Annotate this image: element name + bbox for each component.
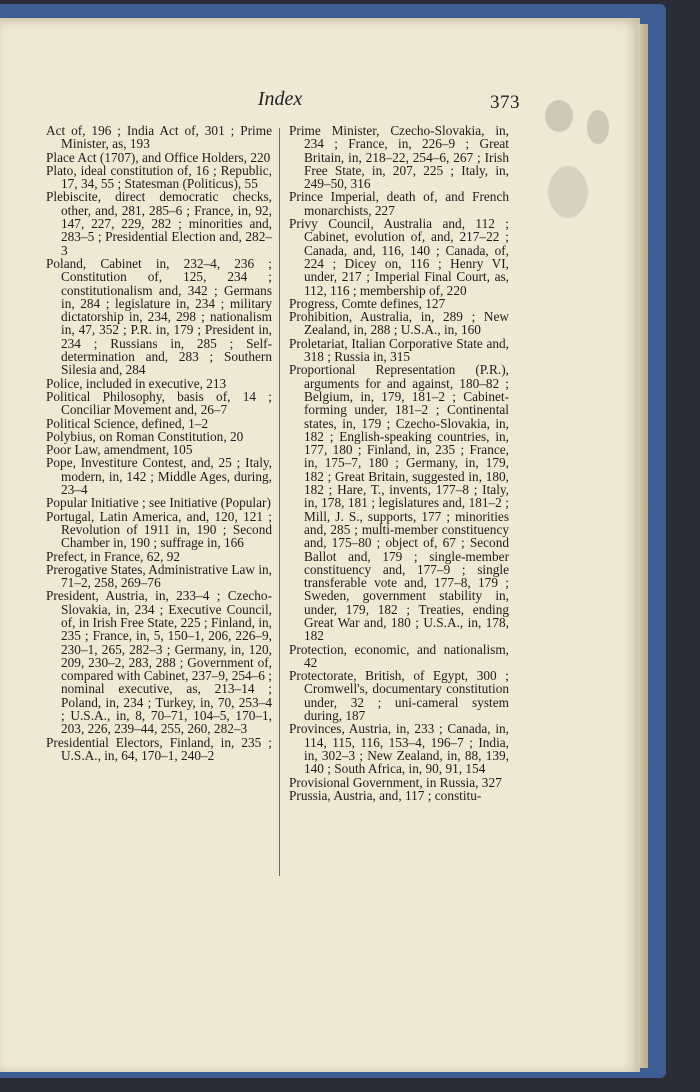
index-entry: Prince Imperial, death of, and French monarchists, 227 (289, 189, 509, 218)
index-entry: Prohibition, Australia, in, 289 ; New Zealand, in, 288 ; U.S.A., in, 160 (289, 309, 509, 338)
index-entry: Protection, economic, and nationalism, 42 (289, 641, 509, 670)
index-entry: Provinces, Austria, in, 233 ; Canada, in, 114, 115, 116, 153–4, 196–7 ; India, in, 302–3 ; New Zealand, in, 88, 139, 140 ; South Africa, in, 90, 91, 154 (289, 721, 509, 777)
index-column-right (289, 124, 509, 802)
column-divider (279, 128, 280, 876)
index-entry: Plebiscite, direct democratic checks, other, and, 281, 285–6 ; France, in, 92, 147, 227, 229, 282 ; minorities and, 283–5 ; Presidential Election and, 282–3 (46, 189, 272, 258)
index-entry: Political Philosophy, basis of, 14 ; Conciliar Movement and, 26–7 (46, 388, 272, 418)
index-entry: Presidential Electors, Finland, in, 235 ; U.S.A., in, 64, 170–1, 240–2 (46, 734, 272, 763)
index-entry: Poland, Cabinet in, 232–4, 236 ; Constitution of, 125, 234 ; constitutionalism and, 342 ; Germans in, 284 ; legislature in, 234 ; military dictatorship in, 234, 298 ; nationalism in, 47, 352 ; P.R. in, 179 ; President in, 234 ; Russians in, 285 ; Self-determination and, 283 ; Southern Silesia and, 284 (46, 255, 272, 378)
index-entry: Poor Law, amendment, 105 (46, 442, 193, 458)
index-entry: Proportional Representation (P.R.), arguments for and against, 180–82 ; Belgium, in, 179, 181–2 ; Cabinet-forming under, 181–2 ; Continental states, in, 179 ; Czecho-Slovakia, in, 182 ; English-speaking countries, in, 177, 180 ; Finland, in, 235 ; France, in, 175–7, 180 ; Germany, in, 179, 182 ; Great Britain, suggested in, 180, 182 ; Hare, T., invents, 177–8 ; Italy, in, 178, 181 ; legislatures and, 181–2 ; Mill, J. S., supports, 177 ; minorities and, 285 ; multi-member constituency and, 175–80 ; object of, 67 ; Second Ballot and, 179 ; single-member constituency and, 177–9 ; single transferable vote and, 177–8, 179 ; Sweden, government stability in, under, 179, 182 ; Treaties, ending Great War and, 180 ; U.S.A., in, 178, 182 (289, 362, 509, 644)
index-entry: Prussia, Austria, and, 117 ; constitu- (289, 787, 482, 803)
page-stain (548, 166, 588, 218)
index-entry: Progress, Comte defines, 127 (289, 295, 446, 311)
index-entry: Prerogative States, Administrative Law in, 71–2, 258, 269–76 (46, 561, 273, 591)
index-entry: Prime Minister, Czecho-Slovakia, in, 234 ; France, in, 226–9 ; Great Britain, in, 218–22, 254–6, 267 ; Irish Free State, in, 207, 225 ; Italy, in, 249–50, 316 (289, 123, 509, 192)
running-header-title: Index (257, 88, 303, 110)
index-entry: Police, included in executive, 213 (46, 375, 227, 391)
index-entry: Portugal, Latin America, and, 120, 121 ; Revolution of 1911 in, 190 ; Second Chamber in, 190 ; suffrage in, 166 (46, 508, 272, 551)
index-entry: Provisional Government, in Russia, 327 (289, 774, 502, 790)
index-entry: Political Science, defined, 1–2 (46, 415, 209, 431)
index-entry: President, Austria, in, 233–4 ; Czecho-Slovakia, in, 234 ; Executive Council, of, in Irish Free State, 225 ; Finland, in, 235 ; France, in, 5, 150–1, 206, 226–9, 230–1, 265, 282–3 ; Germany, in, 120, 209, 230–2, 283, 288 ; Government of, compared with Cabinet, 237–9, 254–6 ; nominal executive, as, 213–14 ; Poland, in, 234 ; Turkey, in, 70, 253–4 ; U.S.A., in, 8, 70–71, 104–5, 170–1, 203, 226, 239–44, 255, 260, 282–3 (46, 588, 272, 737)
index-entry: Place Act (1707), and Office Holders, 220 (46, 149, 271, 165)
index-entry: Privy Council, Australia and, 112 ; Cabinet, evolution of, and, 217–22 ; Canada, and, 116, 140 ; Canada, of, 224 ; Dicey on, 116 ; Henry VI, under, 217 ; Imperial Final Court, as, 112, 116 ; membership of, 220 (289, 216, 509, 298)
index-entry: Plato, ideal constitution of, 16 ; Republic, 17, 34, 55 ; Statesman (Politicus), 55 (46, 162, 272, 192)
page-stain (587, 110, 609, 144)
index-column-left (46, 124, 272, 762)
index-entry: Proletariat, Italian Corporative State and, 318 ; Russia in, 315 (289, 335, 509, 365)
page-edge (638, 24, 648, 1068)
index-entry: Pope, Investiture Contest, and, 25 ; Italy, modern, in, 142 ; Middle Ages, during, 23–4 (46, 455, 272, 498)
index-entry: Polybius, on Roman Constitution, 20 (46, 428, 244, 444)
page-stain (545, 100, 573, 132)
index-entry: Act of, 196 ; India Act of, 301 ; Prime Minister, as, 193 (46, 123, 272, 152)
index-entry: Prefect, in France, 62, 92 (46, 548, 181, 564)
index-entry: Popular Initiative ; see Initiative (Popular) (46, 495, 271, 511)
index-entry: Protectorate, British, of Egypt, 300 ; Cromwell's, documentary constitution under, 32 ; uni-cameral system during, 187 (289, 668, 509, 724)
page-number: 373 (490, 92, 520, 113)
